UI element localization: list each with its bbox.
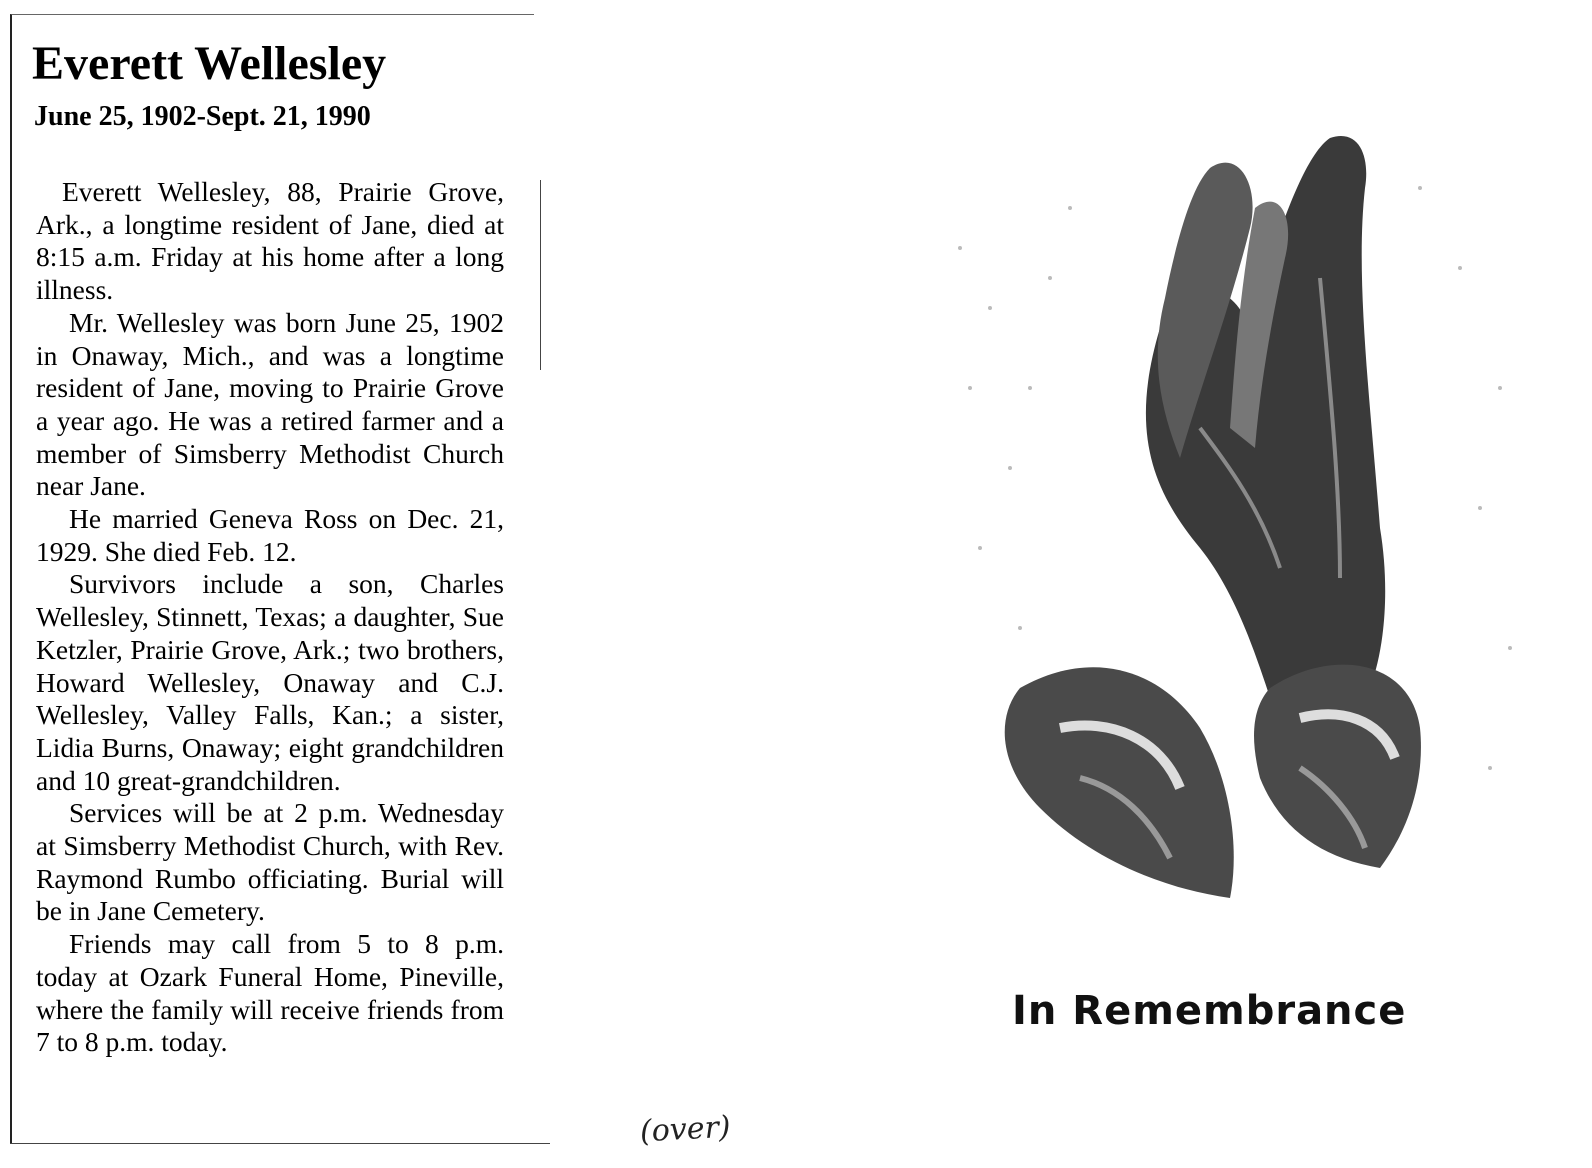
obituary-paragraph: Everett Wellesley, 88, Prairie Grove, Ark., a longtime resident of Jane, died at 8:15 a.m. Friday at his home after a long illness. [36, 176, 504, 306]
obituary-paragraph: Friends may call from 5 to 8 p.m. today at Ozark Funeral Home, Pineville, where the family will receive friends from 7 to 8 p.m. today. [36, 928, 504, 1058]
obituary-name: Everett Wellesley [32, 37, 387, 90]
clipping-edge-line [10, 1143, 550, 1144]
obituary-paragraph: Services will be at 2 p.m. Wednesday at Simsberry Methodist Church, with Rev. Raymond Rumbo officiating. Burial will be in Jane Cemetery. [36, 797, 504, 927]
praying-hands-icon [900, 128, 1540, 918]
obituary-paragraph: He married Geneva Ross on Dec. 21, 1929. She died Feb. 12. [36, 503, 504, 567]
obituary-paragraph: Survivors include a son, Charles Wellesley, Stinnett, Texas; a daughter, Sue Ketzler, Prairie Grove, Ark.; two brothers, Howard Wellesley, Onaway and C.J. Wellesley, Valley Falls, Kan.; a sister, Lidia Burns, Onaway; eight grandchildren and 10 great-grandchildren. [36, 568, 504, 796]
obituary-dates: June 25, 1902-Sept. 21, 1990 [34, 101, 371, 132]
clipping-edge-line [540, 180, 541, 370]
obituary-paragraph: Mr. Wellesley was born June 25, 1902 in Onaway, Mich., and was a longtime resident of Jane, moving to Prairie Grove a year ago. He was a retired farmer and a member of Simsberry Methodist Church near Jane. [36, 306, 504, 502]
handwritten-over-note: (over) [639, 1109, 732, 1150]
remembrance-caption: In Remembrance [1012, 988, 1407, 1034]
obituary-body [36, 176, 504, 1059]
